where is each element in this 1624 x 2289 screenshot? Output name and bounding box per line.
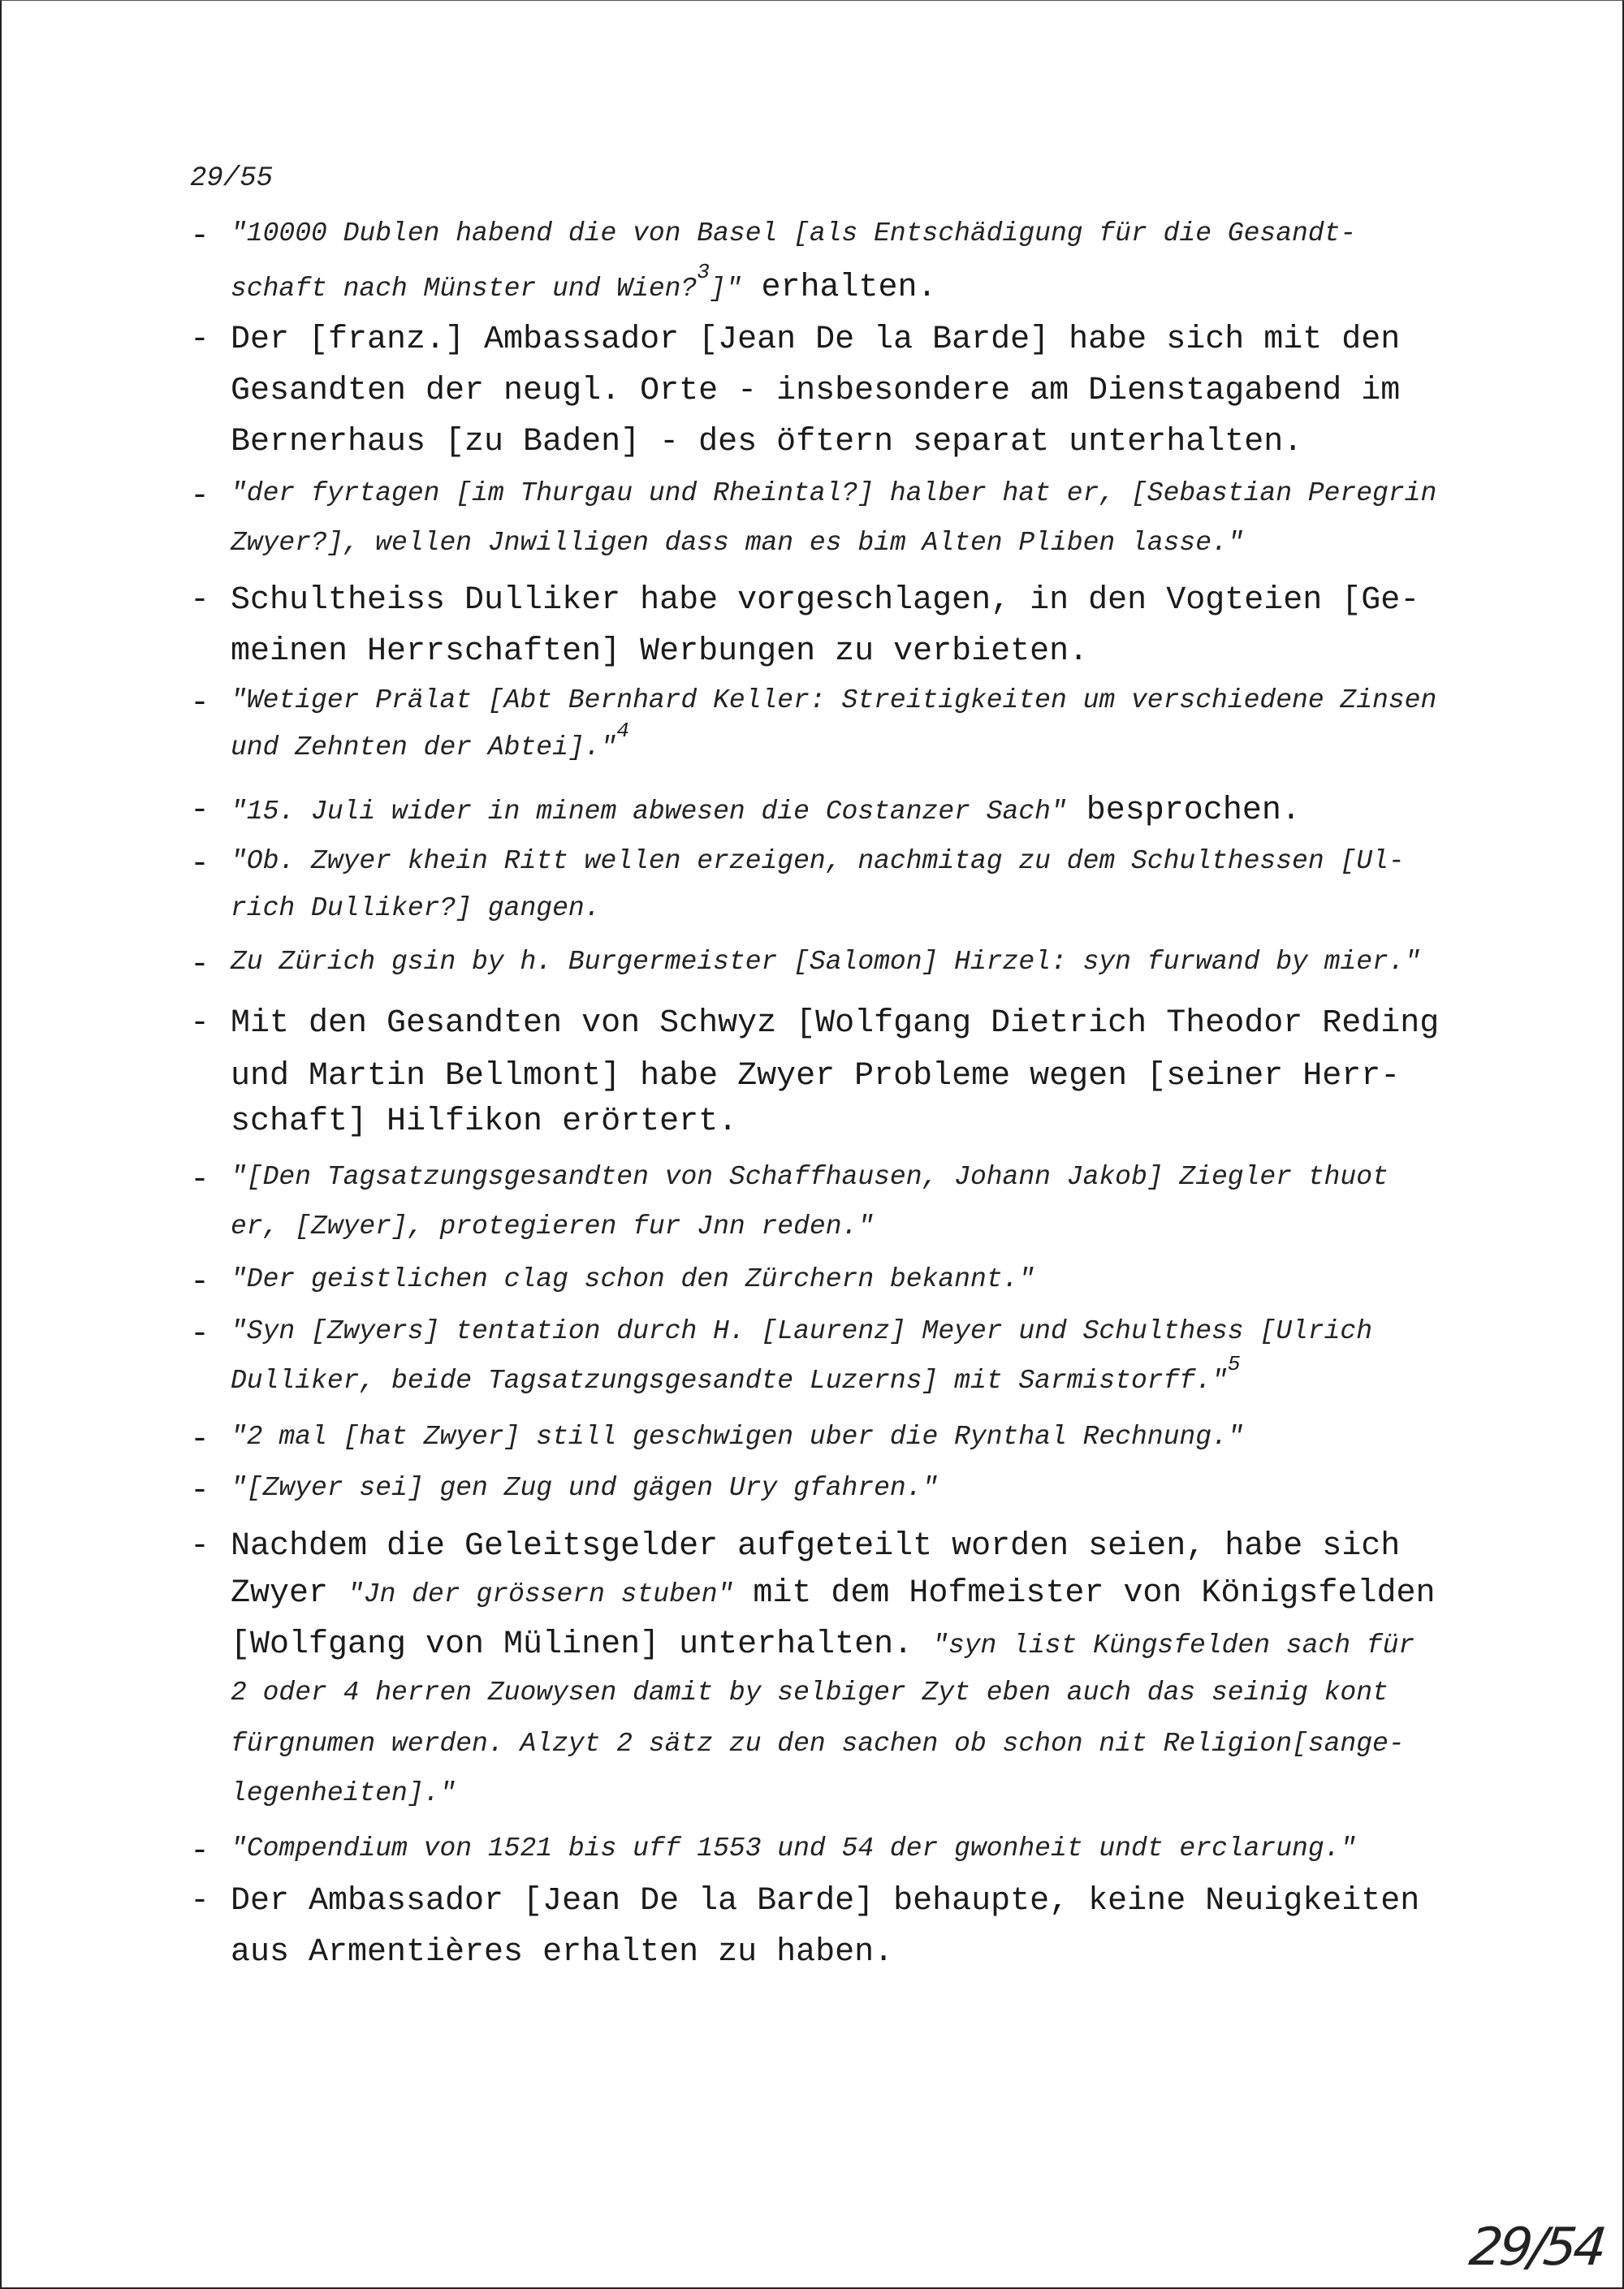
line-text [231,1778,456,1808]
line-text [231,893,600,923]
line-text [231,478,1436,508]
bullet-dash: - [190,582,210,619]
line-text [231,322,1400,358]
quoted-source-text: er, [Zwyer], protegieren fur Jnn reden." [231,1211,875,1242]
quoted-source-text: "Compendium von 1521 bis uff 1553 und 54 der gwonheit undt erclarung." [231,1833,1357,1864]
bullet-dash: - [190,685,210,722]
quoted-source-text: "Der geistlichen clag schon den Zürchern bekannt." [231,1264,1035,1294]
line-text [231,1316,1372,1346]
line-text [231,633,1088,670]
summary-text: besprochen. [1066,793,1301,829]
line-text [231,1352,1241,1396]
line-text [231,1626,1415,1663]
summary-text: Der [franz.] Ambassador [Jean De la Barde] habe sich mit den [231,322,1401,358]
quoted-source-text: Zu Zürich gsin by h. Burgermeister [Salomon] Hirzel: syn furwand by mier." [231,947,1421,977]
quoted-source-text: Dulliker, beide Tagsatzungsgesandte Luzerns] mit Sarmistorff." [231,1366,1228,1396]
summary-text: erhalten. [741,270,937,306]
quoted-source-text: "[Zwyer sei] gen Zug und gägen Ury gfahren." [231,1473,939,1503]
quoted-source-text: "15. Juli wider in minem abwesen die Costanzer Sach" [231,797,1067,827]
bullet-dash: - [190,947,210,983]
bullet-dash: - [190,218,210,255]
quoted-source-text: schaft nach Münster und Wien? [231,274,698,304]
summary-text: Schultheiss Dulliker habe vorgeschlagen, in den Vogteien [Ge- [231,582,1420,619]
line-text [231,1422,1244,1452]
summary-text: Nachdem die Geleitsgelder aufgeteilt worden seien, habe sich [231,1528,1401,1565]
summary-text: meinen Herrschaften] Werbungen zu verbieten. [231,633,1089,670]
summary-text: Gesandten der neugl. Orte - insbesondere am Dienstagabend im [231,373,1401,409]
quoted-source-text: ]" [709,274,742,304]
line-text [231,1264,1034,1294]
quoted-source-text: "2 mal [hat Zwyer] still geschwigen uber die Rynthal Rechnung." [231,1422,1244,1452]
summary-text: aus Armentières erhalten zu haben. [231,1934,894,1971]
quoted-source-text: "10000 Dublen habend die von Basel [als Entschädigung für die Gesandt- [231,218,1357,248]
quoted-source-text: "der fyrtagen [im Thurgau und Rheintal?] halber hat er, [Sebastian Peregrin [231,478,1437,508]
quoted-source-text: "Ob. Zwyer khein Ritt wellen erzeigen, nachmitag zu dem Schulthessen [Ul- [231,846,1405,876]
line-text [231,1883,1419,1920]
handwritten-page-number: 29/54 [1466,2218,1607,2278]
bullet-dash: - [190,1528,210,1565]
line-text [231,846,1405,876]
bullet-dash: - [190,1422,210,1458]
line-text [231,1103,737,1140]
page-number-header: 29/55 [190,163,274,194]
line-text [231,1058,1400,1095]
line-text [231,1162,1389,1192]
footnote-marker: 3 [697,260,710,284]
line-text [231,1211,874,1242]
quoted-source-text: fürgnumen werden. Alzyt 2 sätz zu den sachen ob schon nit Religion[sange- [231,1729,1405,1759]
summary-text: Bernerhaus [zu Baden] - des öftern separat unterhalten. [231,424,1303,460]
bullet-dash: - [190,1883,210,1920]
line-text [231,1678,1389,1708]
line-text [231,582,1419,619]
line-text [231,947,1420,977]
bullet-dash: - [190,1005,210,1042]
line-text [231,719,629,762]
line-text [231,260,937,306]
line-text [231,1575,1435,1612]
summary-text: [Wolfgang von Mülinen] unterhalten. [231,1626,933,1663]
quoted-source-text: und Zehnten der Abtei]." [231,732,617,762]
bullet-dash: - [190,1264,210,1301]
quoted-source-text: legenheiten]." [231,1778,456,1808]
quoted-source-text: "Syn [Zwyers] tentation durch H. [Laurenz] Meyer und Schulthess [Ulrich [231,1316,1373,1346]
summary-text: Zwyer [231,1575,348,1612]
quoted-source-text: Zwyer?], wellen Jnwilligen dass man es bim Alten Pliben lasse." [231,528,1244,558]
line-text [231,1005,1439,1042]
quoted-source-text: 2 oder 4 herren Zuowysen damit by selbiger Zyt eben auch das seinig kont [231,1678,1389,1708]
bullet-dash: - [190,1833,210,1870]
summary-text: mit dem Hofmeister von Königsfelden [733,1575,1436,1612]
quoted-source-text: "Jn der grössern stuben" [348,1579,734,1609]
footnote-marker: 5 [1227,1352,1241,1376]
line-text [231,373,1400,409]
line-text [231,528,1244,558]
bullet-dash: - [190,478,210,515]
line-text [231,424,1302,460]
summary-text: und Martin Bellmont] habe Zwyer Probleme wegen [seiner Herr- [231,1058,1401,1095]
line-text [231,1473,938,1503]
bullet-dash: - [190,1316,210,1353]
bullet-dash: - [190,322,210,358]
bullet-dash: - [190,793,210,829]
line-text [231,793,1301,829]
summary-text: schaft] Hilfikon erörtert. [231,1103,738,1140]
footnote-marker: 4 [616,719,629,743]
bullet-dash: - [190,846,210,883]
quoted-source-text: "syn list Küngsfelden sach für [932,1630,1415,1661]
bullet-dash: - [190,1162,210,1198]
line-text [231,685,1436,715]
bullet-dash: - [190,1473,210,1509]
summary-text: Mit den Gesandten von Schwyz [Wolfgang Dietrich Theodor Reding [231,1005,1440,1042]
line-text [231,1729,1405,1759]
quoted-source-text: "[Den Tagsatzungsgesandten von Schaffhausen, Johann Jakob] Ziegler thuot [231,1162,1389,1192]
line-text [231,218,1356,248]
summary-text: Der Ambassador [Jean De la Barde] behaupte, keine Neuigkeiten [231,1883,1420,1920]
quoted-source-text: rich Dulliker?] gangen. [231,893,601,923]
line-text [231,1934,893,1971]
line-text [231,1833,1356,1864]
quoted-source-text: "Wetiger Prälat [Abt Bernhard Keller: Streitigkeiten um verschiedene Zinsen [231,685,1437,715]
line-text [231,1528,1400,1565]
